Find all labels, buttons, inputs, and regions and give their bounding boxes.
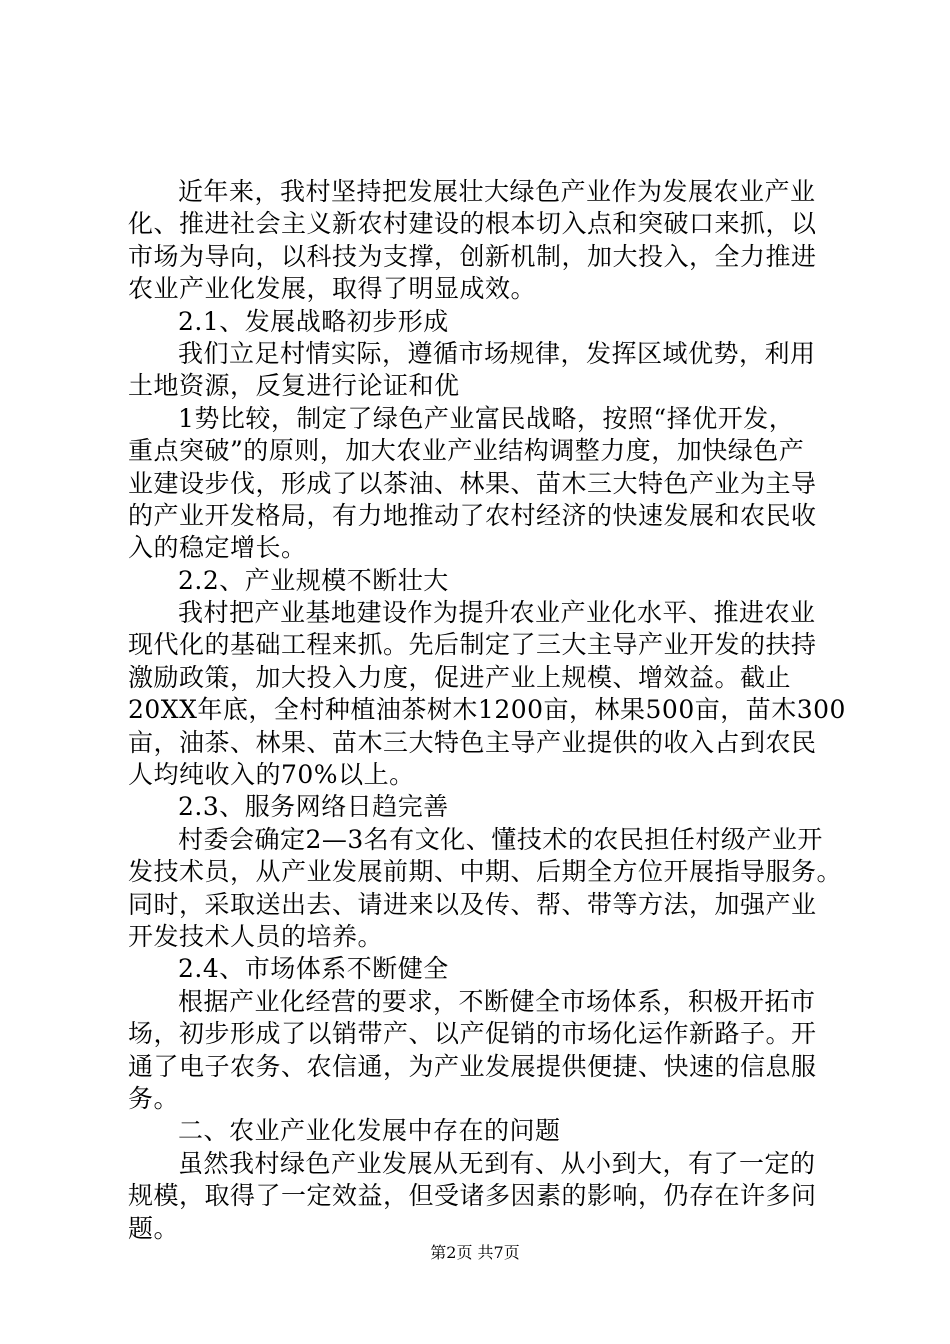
text-line: 的产业开发格局，有力地推动了农村经济的快速发展和农民收 [128, 500, 817, 530]
text-line: 2.3、服务网络日趋完善 [178, 792, 449, 822]
text-line: 土地资源，反复进行论证和优 [128, 371, 460, 401]
text-line: 2.1、发展战略初步形成 [178, 306, 449, 336]
text-line: 人均纯收入的70%以上。 [128, 760, 415, 790]
text-line: 近年来，我村坚持把发展壮大绿色产业作为发展农业产业 [178, 177, 816, 206]
text-line: 农业产业化发展，取得了明显成效。 [128, 274, 537, 304]
text-line: 亩，油茶、林果、苗木三大特色主导产业提供的收入占到农民 [128, 727, 817, 757]
text-line: 规模，取得了一定效益，但受诸多因素的影响，仍存在许多问 [128, 1181, 817, 1211]
text-line: 通了电子农务、农信通，为产业发展提供便捷、快速的信息服 [128, 1051, 817, 1081]
text-line: 化、推进社会主义新农村建设的根本切入点和突破口来抓，以 [128, 209, 817, 239]
text-line: 务。 [128, 1083, 180, 1113]
document-body [128, 176, 846, 1245]
text-line: 村委会确定2—3名有文化、懂技术的农民担任村级产业开 [178, 824, 823, 854]
text-line: 根据产业化经营的要求，不断健全市场体系，积极开拓市 [178, 986, 816, 1016]
text-line: 场，初步形成了以销带产、以产促销的市场化运作新路子。开 [128, 1019, 817, 1049]
page-footer: 第2页 共7页 [430, 1243, 520, 1262]
text-line: 市场为导向，以科技为支撑，创新机制，加大投入，全力推进 [128, 241, 817, 271]
text-line: 题。 [128, 1213, 180, 1243]
text-line: 发技术员，从产业发展前期、中期、后期全方位开展指导服务。 [128, 857, 843, 887]
text-line: 开发技术人员的培养。 [128, 921, 384, 951]
text-line: 2.2、产业规模不断壮大 [178, 565, 449, 595]
text-line: 2.4、市场体系不断健全 [178, 954, 449, 984]
text-line: 激励政策，加大投入力度，促进产业上规模、增效益。截止 [128, 662, 792, 692]
text-line: 现代化的基础工程来抓。先后制定了三大主导产业开发的扶持 [128, 630, 817, 660]
text-line: 二、农业产业化发展中存在的问题 [178, 1116, 561, 1146]
text-line: 虽然我村绿色产业发展从无到有、从小到大，有了一定的 [178, 1148, 816, 1178]
text-line: 1势比较，制定了绿色产业富民战略，按照“择优开发， [178, 403, 795, 433]
text-line: 重点突破”的原则，加大农业产业结构调整力度，加快绿色产 [128, 436, 805, 466]
text-line: 业建设步伐，形成了以茶油、林果、苗木三大特色产业为主导 [128, 468, 817, 498]
text-line: 20XX年底，全村种植油茶树木1200亩，林果500亩，苗木300 [128, 695, 846, 725]
text-line: 我们立足村情实际，遵循市场规律，发挥区域优势，利用 [178, 338, 816, 368]
text-line: 同时，采取送出去、请进来以及传、帮、带等方法，加强产业 [128, 889, 817, 919]
text-line: 我村把产业基地建设作为提升农业产业化水平、推进农业 [178, 598, 816, 628]
text-line: 入的稳定增长。 [128, 533, 307, 563]
